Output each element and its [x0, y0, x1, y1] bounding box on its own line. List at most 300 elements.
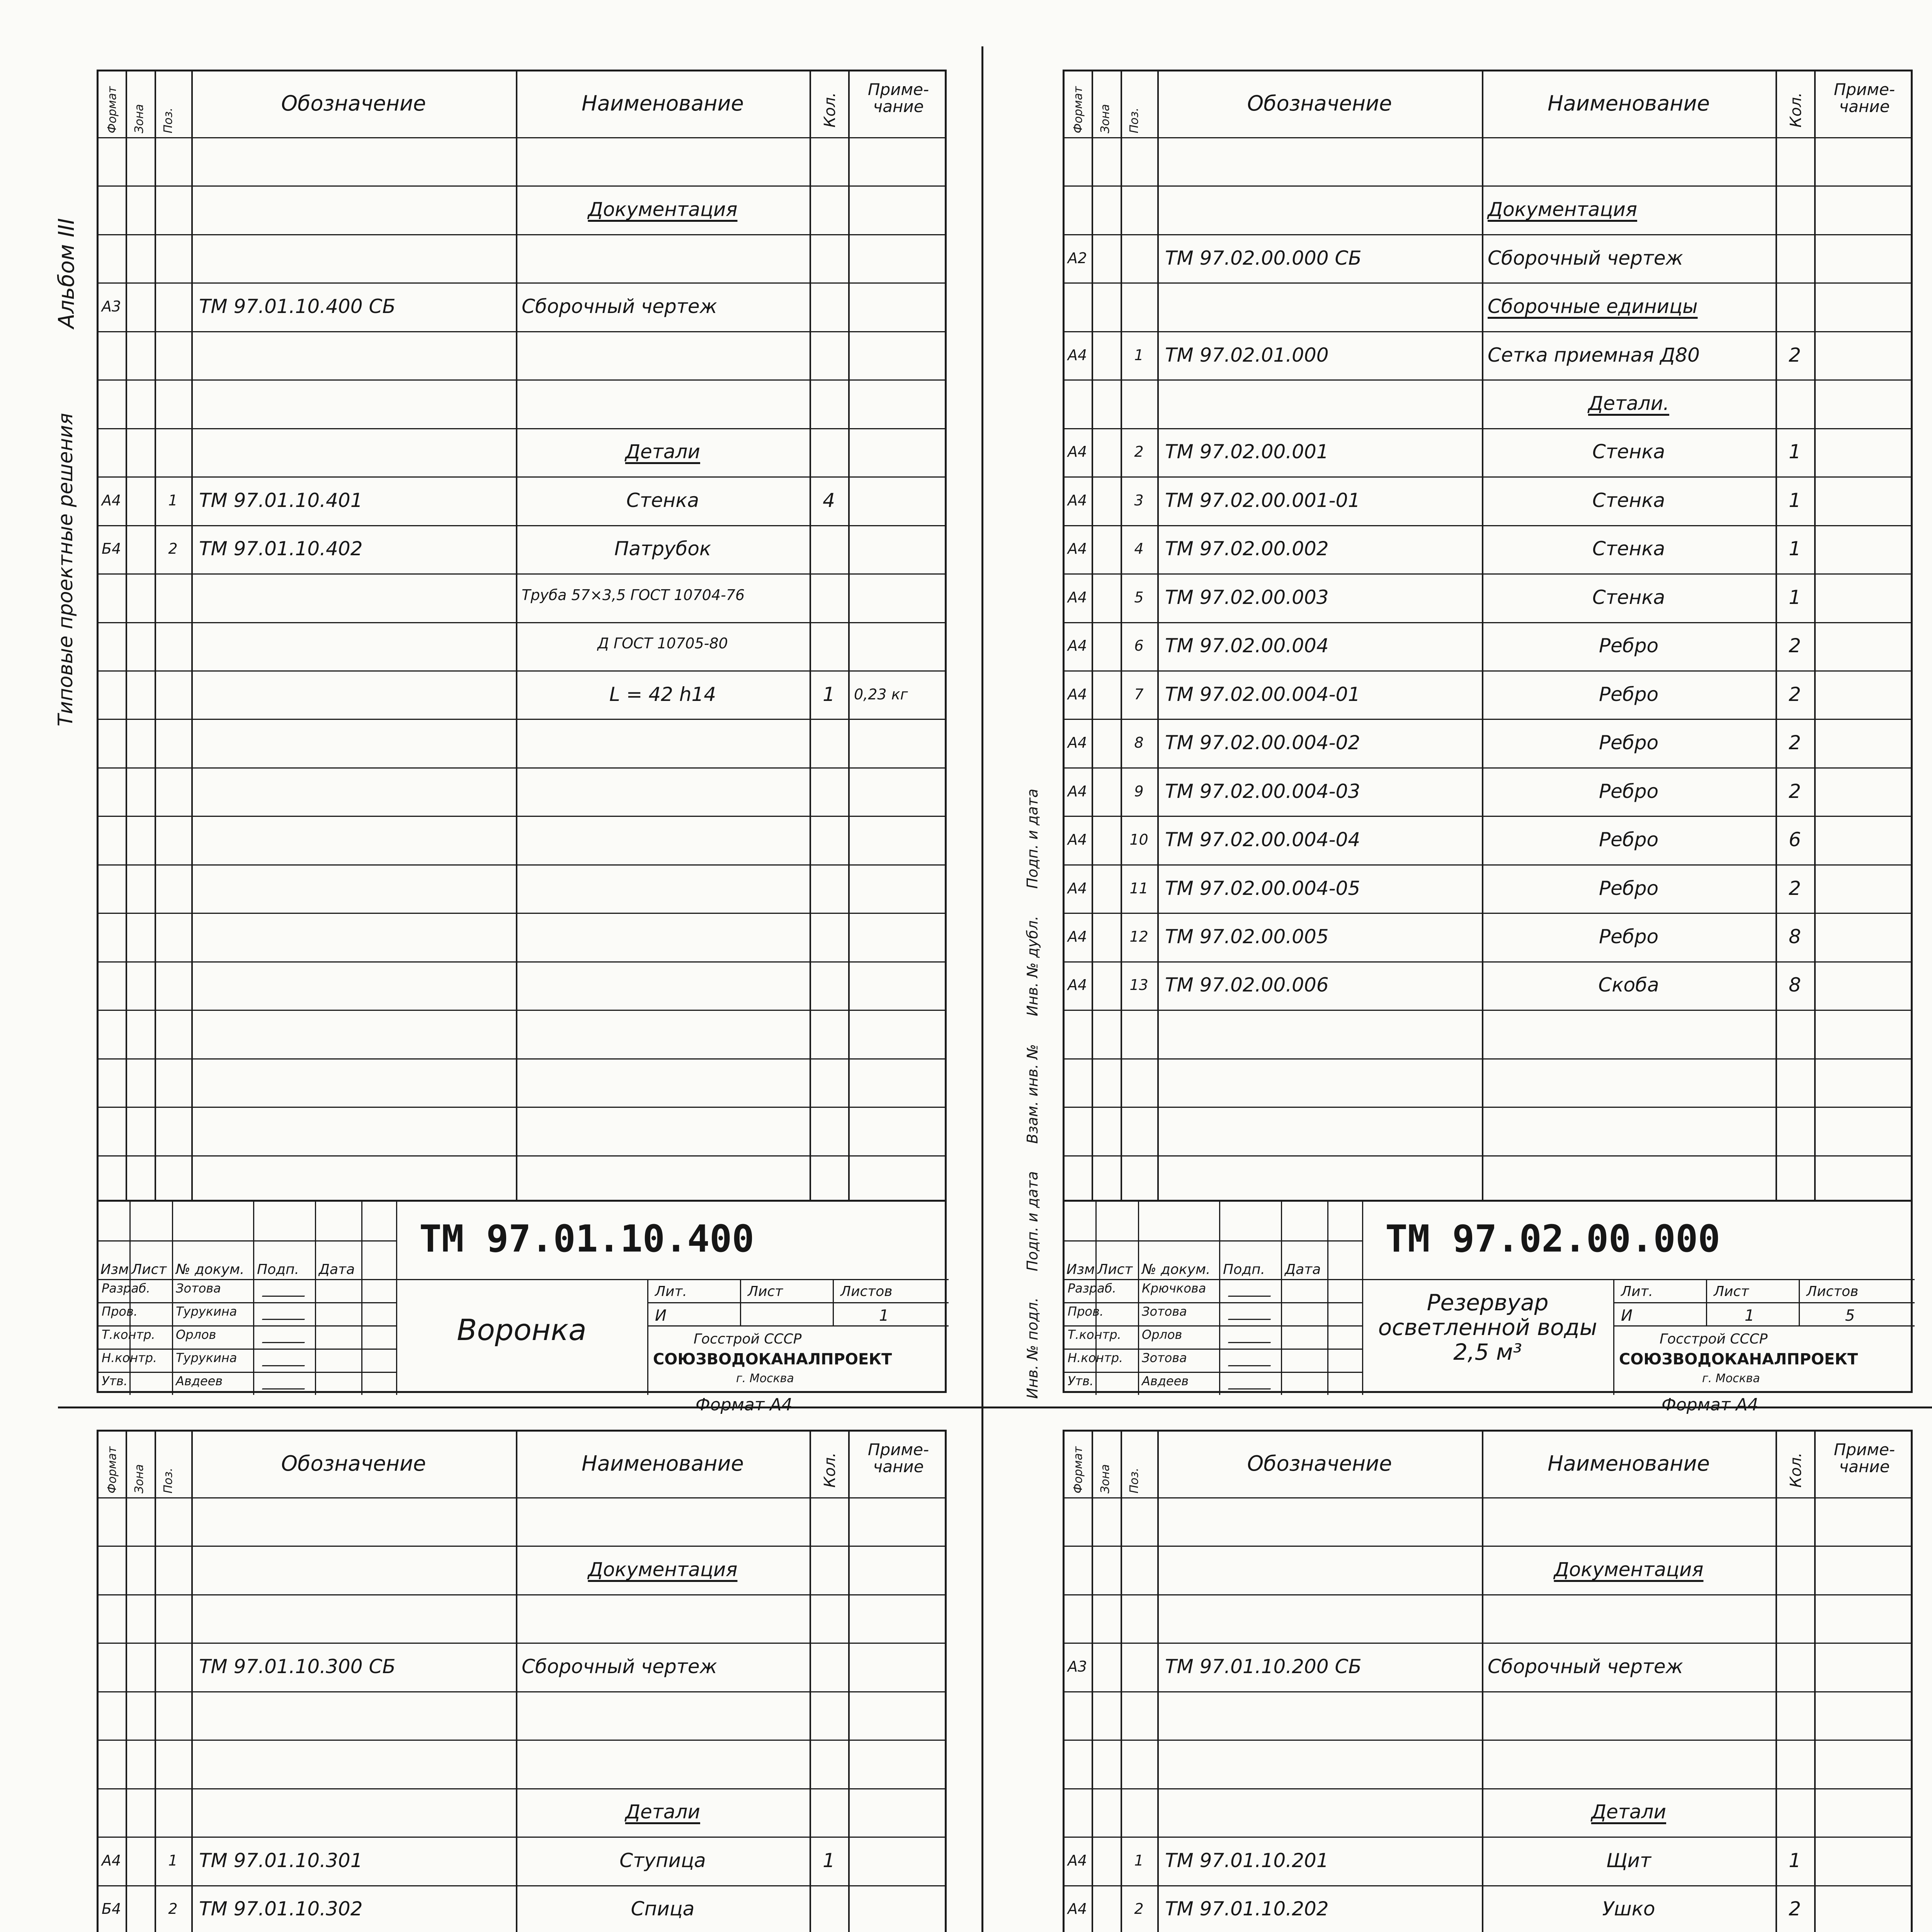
row-format: Б4: [102, 540, 121, 558]
row-designation: ТМ 97.02.00.000 СБ: [1165, 247, 1362, 269]
row-line: [99, 573, 945, 575]
row-line: [99, 379, 945, 381]
header-qty: Кол.: [821, 92, 839, 128]
signature-mark: [1228, 1305, 1276, 1320]
row-line: [1065, 282, 1911, 284]
row-format: А4: [1068, 540, 1087, 558]
row-position: 8: [1134, 734, 1144, 752]
tb-sheets-value: 5: [1845, 1307, 1855, 1325]
tb-line: [1065, 1349, 1362, 1350]
row-designation: ТМ 97.01.10.202: [1165, 1898, 1329, 1920]
header-note: Приме- чание: [867, 1440, 929, 1476]
header-designation: Обозначение: [281, 1451, 426, 1476]
row-name: Стенка: [1592, 440, 1665, 463]
row-line: [99, 816, 945, 817]
side-stamp-label: Инв. № подл.: [1024, 1297, 1041, 1399]
row-format: А4: [1068, 685, 1087, 703]
row-line: [1065, 1594, 1911, 1595]
row-name: Детали: [625, 1801, 701, 1823]
tb-org3: г. Москва: [1702, 1372, 1760, 1385]
row-line: [99, 476, 945, 478]
format-label: Формат А4: [1662, 1395, 1759, 1415]
row-line: [99, 1155, 945, 1156]
row-position: 4: [1134, 540, 1144, 558]
header-format: Формат: [105, 1446, 119, 1493]
header-designation: Обозначение: [1247, 91, 1392, 116]
row-quantity: 2: [1789, 344, 1801, 366]
row-designation: ТМ 97.01.10.300 СБ: [199, 1655, 396, 1678]
tb-line: [99, 1372, 396, 1373]
tb-line: [647, 1325, 949, 1327]
row-line: [1065, 1546, 1911, 1547]
tb-line: [1065, 1325, 1362, 1327]
tb-sheets-label: Листов: [840, 1284, 893, 1299]
tb-sheets-value: 1: [879, 1307, 889, 1325]
tb-person: Орлов: [176, 1327, 216, 1342]
column-line: [126, 1432, 127, 1932]
row-format: А4: [1068, 879, 1087, 897]
row-quantity: 8: [1789, 925, 1801, 948]
column-line: [1482, 71, 1483, 1200]
header-row-line: [1065, 1497, 1911, 1498]
spec-sheet: [97, 70, 947, 1415]
tb-line: [99, 1349, 396, 1350]
row-name: Документация: [1488, 198, 1637, 221]
title-block: [1063, 1200, 1913, 1393]
tb-person: Авдеев: [1142, 1374, 1189, 1388]
tb-header-label: Дата: [1285, 1262, 1321, 1277]
row-quantity: 1: [1789, 586, 1801, 609]
row-line: [1065, 622, 1911, 623]
column-line: [126, 71, 127, 1200]
document-title: Резервуар осветленной воды 2,5 м³: [1378, 1289, 1597, 1365]
column-line: [1092, 1432, 1093, 1932]
row-format: А4: [1068, 831, 1087, 849]
row-line: [99, 719, 945, 720]
header-zone: Зона: [133, 1464, 146, 1493]
row-line: [99, 622, 945, 623]
row-name: Труба 57×3,5 ГОСТ 10704-76: [522, 586, 745, 604]
header-name: Наименование: [582, 1451, 744, 1476]
row-designation: ТМ 97.01.10.402: [199, 537, 363, 560]
row-name: Стенка: [1592, 537, 1665, 560]
row-quantity: 1: [823, 1849, 835, 1872]
tb-col: [740, 1279, 741, 1325]
tb-header-label: Изм: [1066, 1262, 1095, 1277]
header-designation: Обозначение: [281, 91, 426, 116]
row-name: Ребро: [1599, 877, 1659, 900]
row-line: [99, 1885, 945, 1886]
row-line: [1065, 1107, 1911, 1108]
header-format: Формат: [1071, 86, 1085, 133]
row-line: [1065, 331, 1911, 332]
row-quantity: 2: [1789, 731, 1801, 754]
tb-role: Пров.: [102, 1304, 138, 1319]
column-line: [1092, 71, 1093, 1200]
row-name: Патрубок: [614, 537, 711, 560]
tb-col: [1138, 1202, 1139, 1395]
header-pos: Поз.: [1128, 1468, 1141, 1493]
header-qty: Кол.: [1787, 92, 1805, 128]
tb-lit-value: И: [655, 1307, 667, 1325]
row-designation: ТМ 97.02.00.003: [1165, 586, 1329, 609]
row-format: А4: [1068, 346, 1087, 364]
tb-person: Турукина: [176, 1350, 237, 1365]
row-name: Ребро: [1599, 634, 1659, 657]
tb-line: [1065, 1240, 1362, 1242]
row-line: [99, 1594, 945, 1595]
tb-col: [253, 1202, 254, 1395]
header-zone: Зона: [133, 104, 146, 133]
row-line: [1065, 1691, 1911, 1692]
header-row-line: [1065, 137, 1911, 138]
row-designation: ТМ 97.01.10.401: [199, 489, 363, 512]
header-zone: Зона: [1099, 104, 1112, 133]
tb-lit-label: Лит.: [655, 1284, 687, 1299]
row-line: [99, 1643, 945, 1644]
row-name: Ребро: [1599, 683, 1659, 706]
tb-lit-value: И: [1621, 1307, 1633, 1325]
row-line: [99, 1546, 945, 1547]
row-line: [1065, 864, 1911, 866]
row-line: [1065, 573, 1911, 575]
tb-role: Утв.: [102, 1374, 128, 1388]
tb-col: [361, 1202, 362, 1395]
row-name: Стенка: [1592, 489, 1665, 512]
row-line: [99, 864, 945, 866]
tb-role: Разраб.: [1068, 1281, 1116, 1296]
tb-role: Н.контр.: [1068, 1350, 1123, 1365]
tb-col: [833, 1279, 834, 1325]
row-line: [1065, 719, 1911, 720]
row-line: [1065, 1643, 1911, 1644]
row-line: [99, 331, 945, 332]
row-format: А4: [1068, 734, 1087, 752]
spec-table: [1063, 70, 1913, 1202]
row-position: 5: [1134, 588, 1144, 606]
row-name: Сборочный чертеж: [522, 1655, 717, 1678]
tb-org2: СОЮЗВОДОКАНАЛПРОЕКТ: [1619, 1350, 1858, 1368]
row-name: Ребро: [1599, 780, 1659, 803]
header-format: Формат: [105, 86, 119, 133]
header-row-line: [99, 1497, 945, 1498]
tb-person: Авдеев: [176, 1374, 223, 1388]
row-position: 2: [168, 1900, 178, 1918]
row-position: 10: [1129, 831, 1148, 849]
row-line: [1065, 961, 1911, 963]
row-designation: ТМ 97.02.00.001-01: [1165, 489, 1361, 512]
header-designation: Обозначение: [1247, 1451, 1392, 1476]
row-line: [99, 1010, 945, 1011]
row-position: 2: [1134, 443, 1144, 461]
row-line: [99, 185, 945, 187]
tb-sheet-value: 1: [1745, 1307, 1755, 1325]
signature-mark: [1228, 1328, 1276, 1343]
tb-role: Утв.: [1068, 1374, 1094, 1388]
row-line: [99, 234, 945, 235]
tb-line: [647, 1302, 949, 1303]
row-format: А2: [1068, 249, 1087, 267]
row-line: [1065, 1010, 1911, 1011]
row-name: Скоба: [1598, 974, 1659, 997]
tb-col: [1706, 1279, 1707, 1325]
tb-header-label: Подп.: [1223, 1262, 1265, 1277]
row-line: [1065, 428, 1911, 429]
column-line: [1121, 71, 1122, 1200]
row-line: [99, 1691, 945, 1692]
header-format: Формат: [1071, 1446, 1085, 1493]
row-position: 13: [1129, 976, 1148, 994]
row-designation: ТМ 97.01.10.201: [1165, 1849, 1329, 1872]
spec-sheet: [97, 1430, 947, 1932]
row-position: 7: [1134, 685, 1144, 703]
tb-person: Орлов: [1142, 1327, 1182, 1342]
column-line: [1814, 71, 1816, 1200]
tb-role: Пров.: [1068, 1304, 1104, 1319]
row-name: Ребро: [1599, 925, 1659, 948]
header-zone: Зона: [1099, 1464, 1112, 1493]
header-row-line: [99, 137, 945, 138]
column-line: [1814, 1432, 1816, 1932]
row-quantity: 1: [1789, 1849, 1801, 1872]
tb-header-label: № докум.: [176, 1262, 245, 1277]
row-line: [1065, 379, 1911, 381]
spec-table: [97, 1430, 947, 1932]
row-line: [1065, 767, 1911, 769]
row-designation: ТМ 97.02.00.001: [1165, 440, 1329, 463]
side-stamp-label: Взам. инв. №: [1024, 1044, 1041, 1144]
tb-col: [1281, 1202, 1282, 1395]
row-quantity: 4: [823, 489, 835, 512]
row-name: L = 42 h14: [609, 683, 716, 706]
row-format: А4: [1068, 1852, 1087, 1869]
row-designation: ТМ 97.02.00.005: [1165, 925, 1329, 948]
row-line: [99, 525, 945, 526]
tb-line: [1613, 1302, 1915, 1303]
row-format: А4: [1068, 928, 1087, 945]
tb-header-label: Лист: [1097, 1262, 1133, 1277]
tb-role: Т.контр.: [1068, 1327, 1121, 1342]
row-designation: ТМ 97.02.01.000: [1165, 344, 1329, 366]
horizontal-separator: [58, 1406, 1932, 1408]
header-name: Наименование: [582, 91, 744, 116]
row-line: [1065, 476, 1911, 478]
row-name: Детали: [625, 440, 701, 463]
row-designation: ТМ 97.02.00.004-04: [1165, 828, 1361, 851]
row-format: А4: [1068, 492, 1087, 509]
row-name: Сборочный чертеж: [1488, 247, 1683, 269]
column-line: [1776, 71, 1777, 1200]
row-designation: ТМ 97.02.00.004-03: [1165, 780, 1361, 803]
row-name: Спица: [631, 1898, 695, 1920]
header-note: Приме- чание: [1833, 80, 1895, 116]
tb-divider: [1613, 1279, 1614, 1395]
row-name: Ступица: [619, 1849, 706, 1872]
row-designation: ТМ 97.02.00.004-05: [1165, 877, 1361, 900]
row-name: Документация: [1554, 1558, 1704, 1581]
row-name: Документация: [588, 198, 738, 221]
column-line: [191, 1432, 193, 1932]
row-note: 0,23 кг: [854, 685, 908, 703]
tb-sheet-label: Лист: [1714, 1284, 1749, 1299]
row-name: Детали.: [1588, 392, 1669, 415]
row-format: А4: [1068, 443, 1087, 461]
row-quantity: 1: [1789, 489, 1801, 512]
column-line: [1157, 1432, 1159, 1932]
row-format: А4: [102, 1852, 121, 1869]
spec-sheet: [1063, 70, 1913, 1415]
tb-line: [99, 1240, 396, 1242]
row-quantity: 1: [1789, 440, 1801, 463]
tb-person: Зотова: [176, 1281, 221, 1296]
row-format: А4: [1068, 588, 1087, 606]
column-line: [1157, 71, 1159, 1200]
column-line: [1482, 1432, 1483, 1932]
row-quantity: 2: [1789, 683, 1801, 706]
tb-header-label: Лист: [131, 1262, 167, 1277]
row-name: Стенка: [1592, 586, 1665, 609]
tb-col: [1327, 1202, 1328, 1395]
row-line: [99, 961, 945, 963]
row-designation: ТМ 97.02.00.004: [1165, 634, 1329, 657]
row-quantity: 8: [1789, 974, 1801, 997]
column-line: [848, 71, 850, 1200]
row-name: Щит: [1606, 1849, 1651, 1872]
header-pos: Поз.: [1128, 107, 1141, 133]
column-line: [516, 1432, 517, 1932]
row-designation: ТМ 97.01.10.302: [199, 1898, 363, 1920]
row-name: Ребро: [1599, 731, 1659, 754]
tb-org1: Госстрой СССР: [694, 1331, 802, 1347]
spec-table: [1063, 1430, 1913, 1932]
row-name: Ушко: [1602, 1898, 1655, 1920]
column-line: [155, 71, 156, 1200]
row-position: 3: [1134, 492, 1144, 509]
tb-header-label: Изм: [100, 1262, 129, 1277]
row-designation: ТМ 97.02.00.006: [1165, 974, 1329, 997]
tb-col: [315, 1202, 316, 1395]
row-designation: ТМ 97.02.00.002: [1165, 537, 1329, 560]
row-position: 9: [1134, 782, 1144, 800]
row-line: [99, 428, 945, 429]
row-name: Сетка приемная Д80: [1488, 344, 1700, 366]
row-name: Сборочный чертеж: [1488, 1655, 1683, 1678]
row-line: [1065, 670, 1911, 672]
row-position: 11: [1129, 879, 1148, 897]
side-solutions: Типовые проектные решения: [54, 413, 77, 726]
row-position: 2: [1134, 1900, 1144, 1918]
row-position: 1: [168, 492, 178, 509]
row-line: [1065, 1740, 1911, 1741]
header-note: Приме- чание: [1833, 1440, 1895, 1476]
row-designation: ТМ 97.02.00.004-01: [1165, 683, 1361, 706]
tb-line: [1362, 1279, 1915, 1280]
signature-mark: [1228, 1282, 1276, 1297]
tb-person: Турукина: [176, 1304, 237, 1319]
row-format: А4: [1068, 1900, 1087, 1918]
row-quantity: 2: [1789, 634, 1801, 657]
row-quantity: 1: [1789, 537, 1801, 560]
signature-mark: [1228, 1374, 1276, 1389]
row-position: 1: [1134, 1852, 1144, 1869]
row-format: А4: [1068, 976, 1087, 994]
tb-line: [99, 1279, 396, 1280]
side-album: Альбом III: [54, 218, 79, 328]
row-name: Ребро: [1599, 828, 1659, 851]
row-format: А4: [102, 492, 121, 509]
tb-header-label: № докум.: [1142, 1262, 1211, 1277]
tb-col: [1095, 1202, 1097, 1395]
tb-role: Т.контр.: [102, 1327, 155, 1342]
signature-mark: [262, 1282, 310, 1297]
column-line: [810, 71, 811, 1200]
row-name: Сборочные единицы: [1488, 295, 1698, 318]
row-line: [99, 282, 945, 284]
row-line: [1065, 1885, 1911, 1886]
row-quantity: 1: [823, 683, 835, 706]
tb-org2: СОЮЗВОДОКАНАЛПРОЕКТ: [653, 1350, 892, 1368]
header-note: Приме- чание: [867, 80, 929, 116]
header-pos: Поз.: [162, 1468, 175, 1493]
side-stamp-label: Подп. и дата: [1024, 1171, 1041, 1271]
column-line: [516, 71, 517, 1200]
row-designation: ТМ 97.01.10.301: [199, 1849, 363, 1872]
signature-mark: [1228, 1351, 1276, 1366]
row-quantity: 2: [1789, 780, 1801, 803]
row-format: А4: [1068, 782, 1087, 800]
tb-col: [172, 1202, 173, 1395]
format-label: Формат А4: [696, 1395, 793, 1415]
signature-mark: [262, 1305, 310, 1320]
document-title: Воронка: [457, 1313, 587, 1347]
tb-line: [1613, 1325, 1915, 1327]
row-line: [1065, 234, 1911, 235]
row-name: Детали: [1591, 1801, 1667, 1823]
row-position: 1: [168, 1852, 178, 1869]
row-designation: ТМ 97.01.10.400 СБ: [199, 295, 396, 318]
row-designation: ТМ 97.01.10.200 СБ: [1165, 1655, 1362, 1678]
signature-mark: [262, 1374, 310, 1389]
row-designation: ТМ 97.02.00.004-02: [1165, 731, 1361, 754]
side-stamp-label: Инв. № дубл.: [1024, 916, 1041, 1016]
row-name: Документация: [588, 1558, 738, 1581]
tb-header-label: Дата: [319, 1262, 355, 1277]
tb-role: Н.контр.: [102, 1350, 157, 1365]
tb-line: [1065, 1372, 1362, 1373]
row-name: Стенка: [626, 489, 699, 512]
tb-sheet-label: Лист: [748, 1284, 783, 1299]
document-code: ТМ 97.02.00.000: [1385, 1217, 1720, 1260]
tb-person: Крючкова: [1142, 1281, 1206, 1296]
row-line: [1065, 816, 1911, 817]
signature-mark: [262, 1328, 310, 1343]
row-line: [99, 913, 945, 914]
tb-sheets-label: Листов: [1806, 1284, 1859, 1299]
row-line: [99, 1837, 945, 1838]
row-line: [99, 1740, 945, 1741]
header-name: Наименование: [1548, 91, 1710, 116]
tb-person: Зотова: [1142, 1350, 1187, 1365]
row-line: [99, 670, 945, 672]
row-line: [99, 1107, 945, 1108]
tb-org3: г. Москва: [736, 1372, 794, 1385]
row-line: [1065, 1155, 1911, 1156]
row-format: А3: [102, 298, 121, 315]
tb-line: [99, 1325, 396, 1327]
tb-lit-label: Лит.: [1621, 1284, 1653, 1299]
header-qty: Кол.: [821, 1452, 839, 1488]
column-line: [191, 71, 193, 1200]
